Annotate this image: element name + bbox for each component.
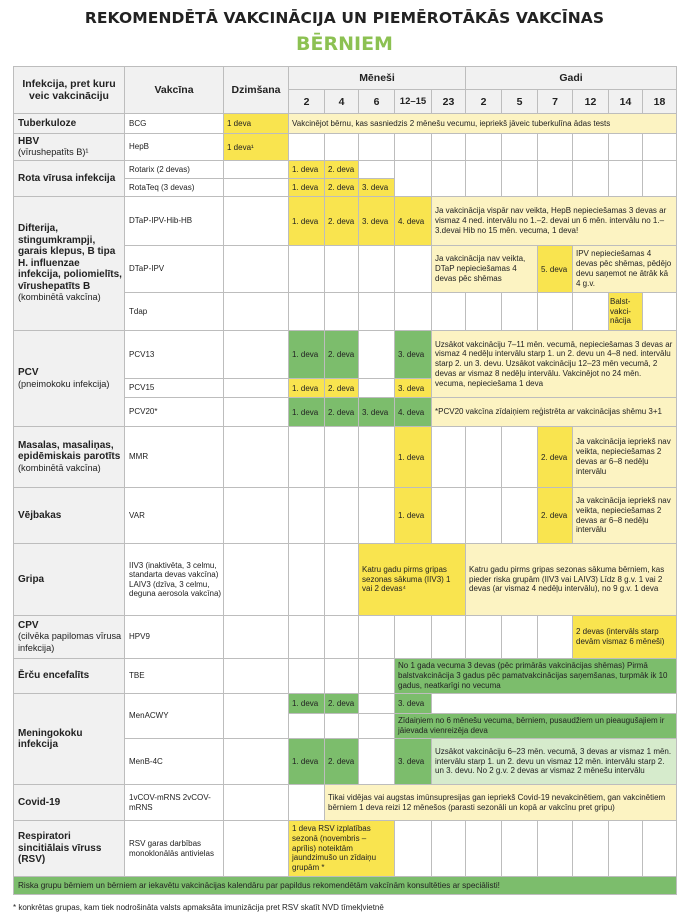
dose-cell: 1. deva <box>289 331 325 379</box>
vaccine-tdap: Tdap <box>125 293 224 331</box>
year-col: 18 <box>643 90 677 114</box>
row-label-hbv: HBV (vīrushepatīts B)¹ <box>13 134 125 161</box>
dose-cell: 1. deva <box>289 179 325 197</box>
dose-cell: 1. deva <box>395 488 432 544</box>
covid-note: Tikai vidējas vai augstas imūnsupresijas gan iepriekš Covid-19 nevakcinētiem, gan vakcinētiem bērniem 1 deva reizi 12 mēnešos (parasti sezonāli un kopā ar vakcīnu pret gripu) <box>325 785 677 821</box>
hpv-note: 2 devas (intervāls starp devām vismaz 6 mēneši) <box>573 616 677 659</box>
vaccine-hepb: HepB <box>125 134 224 161</box>
vaccine-hpv9: HPV9 <box>125 616 224 659</box>
dose-cell: 1. deva <box>289 398 325 427</box>
dose-cell: 2. deva <box>325 694 359 714</box>
dtap-note-hepb: Ja vakcinācija vispār nav veikta, HepB nepieciešamas 3 devas ar vismaz 4 ned. intervālu no 1.–2. devai un 6 mēn. intervālu no 1.–3.devai Hib no 15 mēn. vecuma, 1 deva! <box>432 197 677 246</box>
dose-cell: 2. deva <box>538 427 573 488</box>
dose-cell: 4. deva <box>395 197 432 246</box>
year-col: 7 <box>538 90 573 114</box>
dose-cell: 2. deva <box>325 739 359 785</box>
dose-cell: 1 deva <box>224 114 289 134</box>
vaccine-rotarix: Rotarix (2 devas) <box>125 161 224 179</box>
year-col: 14 <box>609 90 643 114</box>
row-label-tbe: Ērču encefalīts <box>13 659 125 694</box>
vaccine-dtap-ipv-hib-hb: DTaP-IPV-Hib-HB <box>125 197 224 246</box>
dose-cell: 4. deva <box>395 398 432 427</box>
dose-cell: 3. deva <box>359 179 395 197</box>
vaccine-mmr: MMR <box>125 427 224 488</box>
vaccine-var: VAR <box>125 488 224 544</box>
row-label-covid: Covid-19 <box>13 785 125 821</box>
dose-cell: 1. deva <box>289 739 325 785</box>
risk-group-banner: Riska grupu bērniem un bērniem ar iekavētu vakcinācijas kalendāru par papildus rekomendētām vakcīnām konsultēties ar speciālisti! <box>13 877 677 895</box>
header-birth: Dzimšana <box>224 66 289 114</box>
footnote: * konkrētas grupas, kam tiek nodrošināta valsts apmaksāta imunizācija pret RSV skatīt NVD tīmekļvietnē <box>13 903 384 912</box>
vaccine-iiv3-laiv3: IIV3 (inaktivēta, 3 celmu, standarta devas vakcīna) LAIV3 (dzīva, 3 celmu, deguna aerosola vakcīna) <box>125 544 224 616</box>
vaccine-rotateq: RotaTeq (3 devas) <box>125 179 224 197</box>
dose-cell: 3. deva <box>359 197 395 246</box>
year-col: 5 <box>502 90 538 114</box>
dose-cell: 3. deva <box>395 379 432 398</box>
vaccine-pcv13: PCV13 <box>125 331 224 379</box>
vaccine-menacwy: MenACWY <box>125 694 224 739</box>
dose-cell: 1. deva <box>395 427 432 488</box>
dtap-note-dtap: Ja vakcinācija nav veikta, DTaP nepieciešamas 4 devas pēc shēmas <box>432 246 538 293</box>
dose-cell: 2. deva <box>325 161 359 179</box>
dose-cell: 3. deva <box>359 398 395 427</box>
header-months: Mēneši <box>289 66 466 90</box>
tb-note: Vakcinējot bērnu, kas sasniedzis 2 mēnešu vecumu, iepriekš jāveic tuberkulīna ādas tests <box>289 114 677 134</box>
dose-cell: 2. deva <box>325 398 359 427</box>
header-vaccine: Vakcīna <box>125 66 224 114</box>
month-col: 2 <box>289 90 325 114</box>
dose-cell: 1. deva <box>289 379 325 398</box>
vaccine-bcg: BCG <box>125 114 224 134</box>
mmr-note: Ja vakcinācija iepriekš nav veikta, nepieciešamas 2 devas ar 6–8 nedēļu intervālu <box>573 427 677 488</box>
month-col: 4 <box>325 90 359 114</box>
vaccine-pcv15: PCV15 <box>125 379 224 398</box>
row-label-rota: Rota vīrusa infekcija <box>13 161 125 197</box>
row-label-tuberculosis: Tuberkuloze <box>13 114 125 134</box>
menb-note: Uzsākot vakcināciju 6–23 mēn. vecumā, 3 devas ar vismaz 1 mēn. intervālu starp 1. un 2. devu un vismaz 12 mēn. intervālu starp 2. un 3. devu. No 2 g.v. 2 devas ar vismaz 2 mēnešu intervālu <box>432 739 677 785</box>
row-label-hpv: CPV (cilvēka papilomas vīrusa infekcija) <box>13 616 125 659</box>
dose-cell: 2. deva <box>325 331 359 379</box>
header-years: Gadi <box>466 66 677 90</box>
header-infection: Infekcija, pret kuru veic vakcināciju <box>13 66 125 114</box>
year-col: 12 <box>573 90 609 114</box>
tbe-note: No 1 gada vecuma 3 devas (pēc primārās vakcinācijas shēmas) Pirmā balstvakcinācija 3 gadus pēc pamatvakcinācijas saņemšanas, turpmāk ik 10 gadus, neatkarīgi no vecuma <box>395 659 677 694</box>
row-label-mmr: Masalas, masaliņas, epidēmiskais parotīts (kombinētā vakcīna) <box>13 427 125 488</box>
vaccine-tbe: TBE <box>125 659 224 694</box>
dose-cell: 3. deva <box>395 694 432 714</box>
vaccine-covid: 1vCOV-mRNS 2vCOV-mRNS <box>125 785 224 821</box>
pcv-note: Uzsākot vakcināciju 7–11 mēn. vecumā, nepieciešamas 3 devas ar vismaz 4 nedēļu intervālu starp 1. un 2. devu un 4–8 ned. intervālu starp 2. un 3. devu. Uzsākot vakcināciju 12–23 mēn vecumā, 2 devas ar vismaz 8 nedēļu intervālu. Vakcinējot no 24 mēn. vecuma, nepieciešama 1 deva <box>432 331 677 398</box>
month-col: 12–15 <box>395 90 432 114</box>
title-line-2: BĒRNIEM <box>296 33 393 55</box>
dose-cell: 2. deva <box>538 488 573 544</box>
vaccine-dtap-ipv: DTaP-IPV <box>125 246 224 293</box>
row-label-varicella: Vējbakas <box>13 488 125 544</box>
var-note: Ja vakcinācija iepriekš nav veikta, nepieciešamas 2 devas ar 6–8 nedēļu intervālu <box>573 488 677 544</box>
row-label-pcv: PCV (pneimokoku infekcija) <box>13 331 125 427</box>
title-line-1: REKOMENDĒTĀ VAKCINĀCIJA UN PIEMĒROTĀKĀS VAKCĪNAS <box>84 9 605 27</box>
rsv-note: 1 deva RSV izplatības sezonā (novembris – aprīlis) noteiktām jaundzimušo un zīdaiņu grupām * <box>289 821 395 877</box>
dose-cell: 1. deva <box>289 694 325 714</box>
row-label-meningococcal: Meningokoku infekcija <box>13 694 125 785</box>
menacwy-note: Zīdaiņiem no 6 mēnešu vecuma, bērniem, pusaudžiem un pieaugušajiem ir jāievada vienreizēja deva <box>395 714 677 739</box>
dose-cell: 1 deva¹ <box>224 134 289 161</box>
year-col: 2 <box>466 90 502 114</box>
row-label-rsv: Respiratori sincitiālais vīruss (RSV) <box>13 821 125 877</box>
dose-cell: 2. deva <box>325 179 359 197</box>
dose-cell: 2. deva <box>325 379 359 398</box>
dose-cell: 3. deva <box>395 739 432 785</box>
month-col: 23 <box>432 90 466 114</box>
vaccine-rsv: RSV garas darbības monoklonālās antivielas <box>125 821 224 877</box>
month-col: 6 <box>359 90 395 114</box>
dose-cell: 1. deva <box>289 161 325 179</box>
flu-note-annual: Katru gadu pirms gripas sezonas sākuma (IIV3) 1 vai 2 devas⁴ <box>359 544 466 616</box>
vaccine-pcv20: PCV20* <box>125 398 224 427</box>
dtap-note-ipv: IPV nepieciešamas 4 devas pēc shēmas, pēdējo devu saņemot ne ātrāk kā 4 g.v. <box>573 246 677 293</box>
dose-cell: 5. deva <box>538 246 573 293</box>
flu-note-risk: Katru gadu pirms gripas sezonas sākuma bērniem, kas pieder riska grupām (IIV3 vai LAIV3) Līdz 8 g.v. 1 vai 2 devas (ar vismaz 4 nedēļu intervālu), no 9 g.v. 1 deva <box>466 544 677 616</box>
vaccine-menb-4c: MenB-4C <box>125 739 224 785</box>
dose-cell: 1. deva <box>289 197 325 246</box>
pcv20-note: *PCV20 vakcīna zīdaiņiem reģistrēta ar vakcinācijas shēmu 3+1 <box>432 398 677 427</box>
row-label-influenza: Gripa <box>13 544 125 616</box>
row-label-dtap: Difterija, stingumkrampji, garais klepus, B tipa H. influenzae infekcija, poliomielīts, vīrushepatīts B (kombinētā vakcīna) <box>13 197 125 331</box>
dose-cell: 3. deva <box>395 331 432 379</box>
dose-cell: 2. deva <box>325 197 359 246</box>
dtap-booster: Balst-vakci-nācija <box>609 293 643 331</box>
